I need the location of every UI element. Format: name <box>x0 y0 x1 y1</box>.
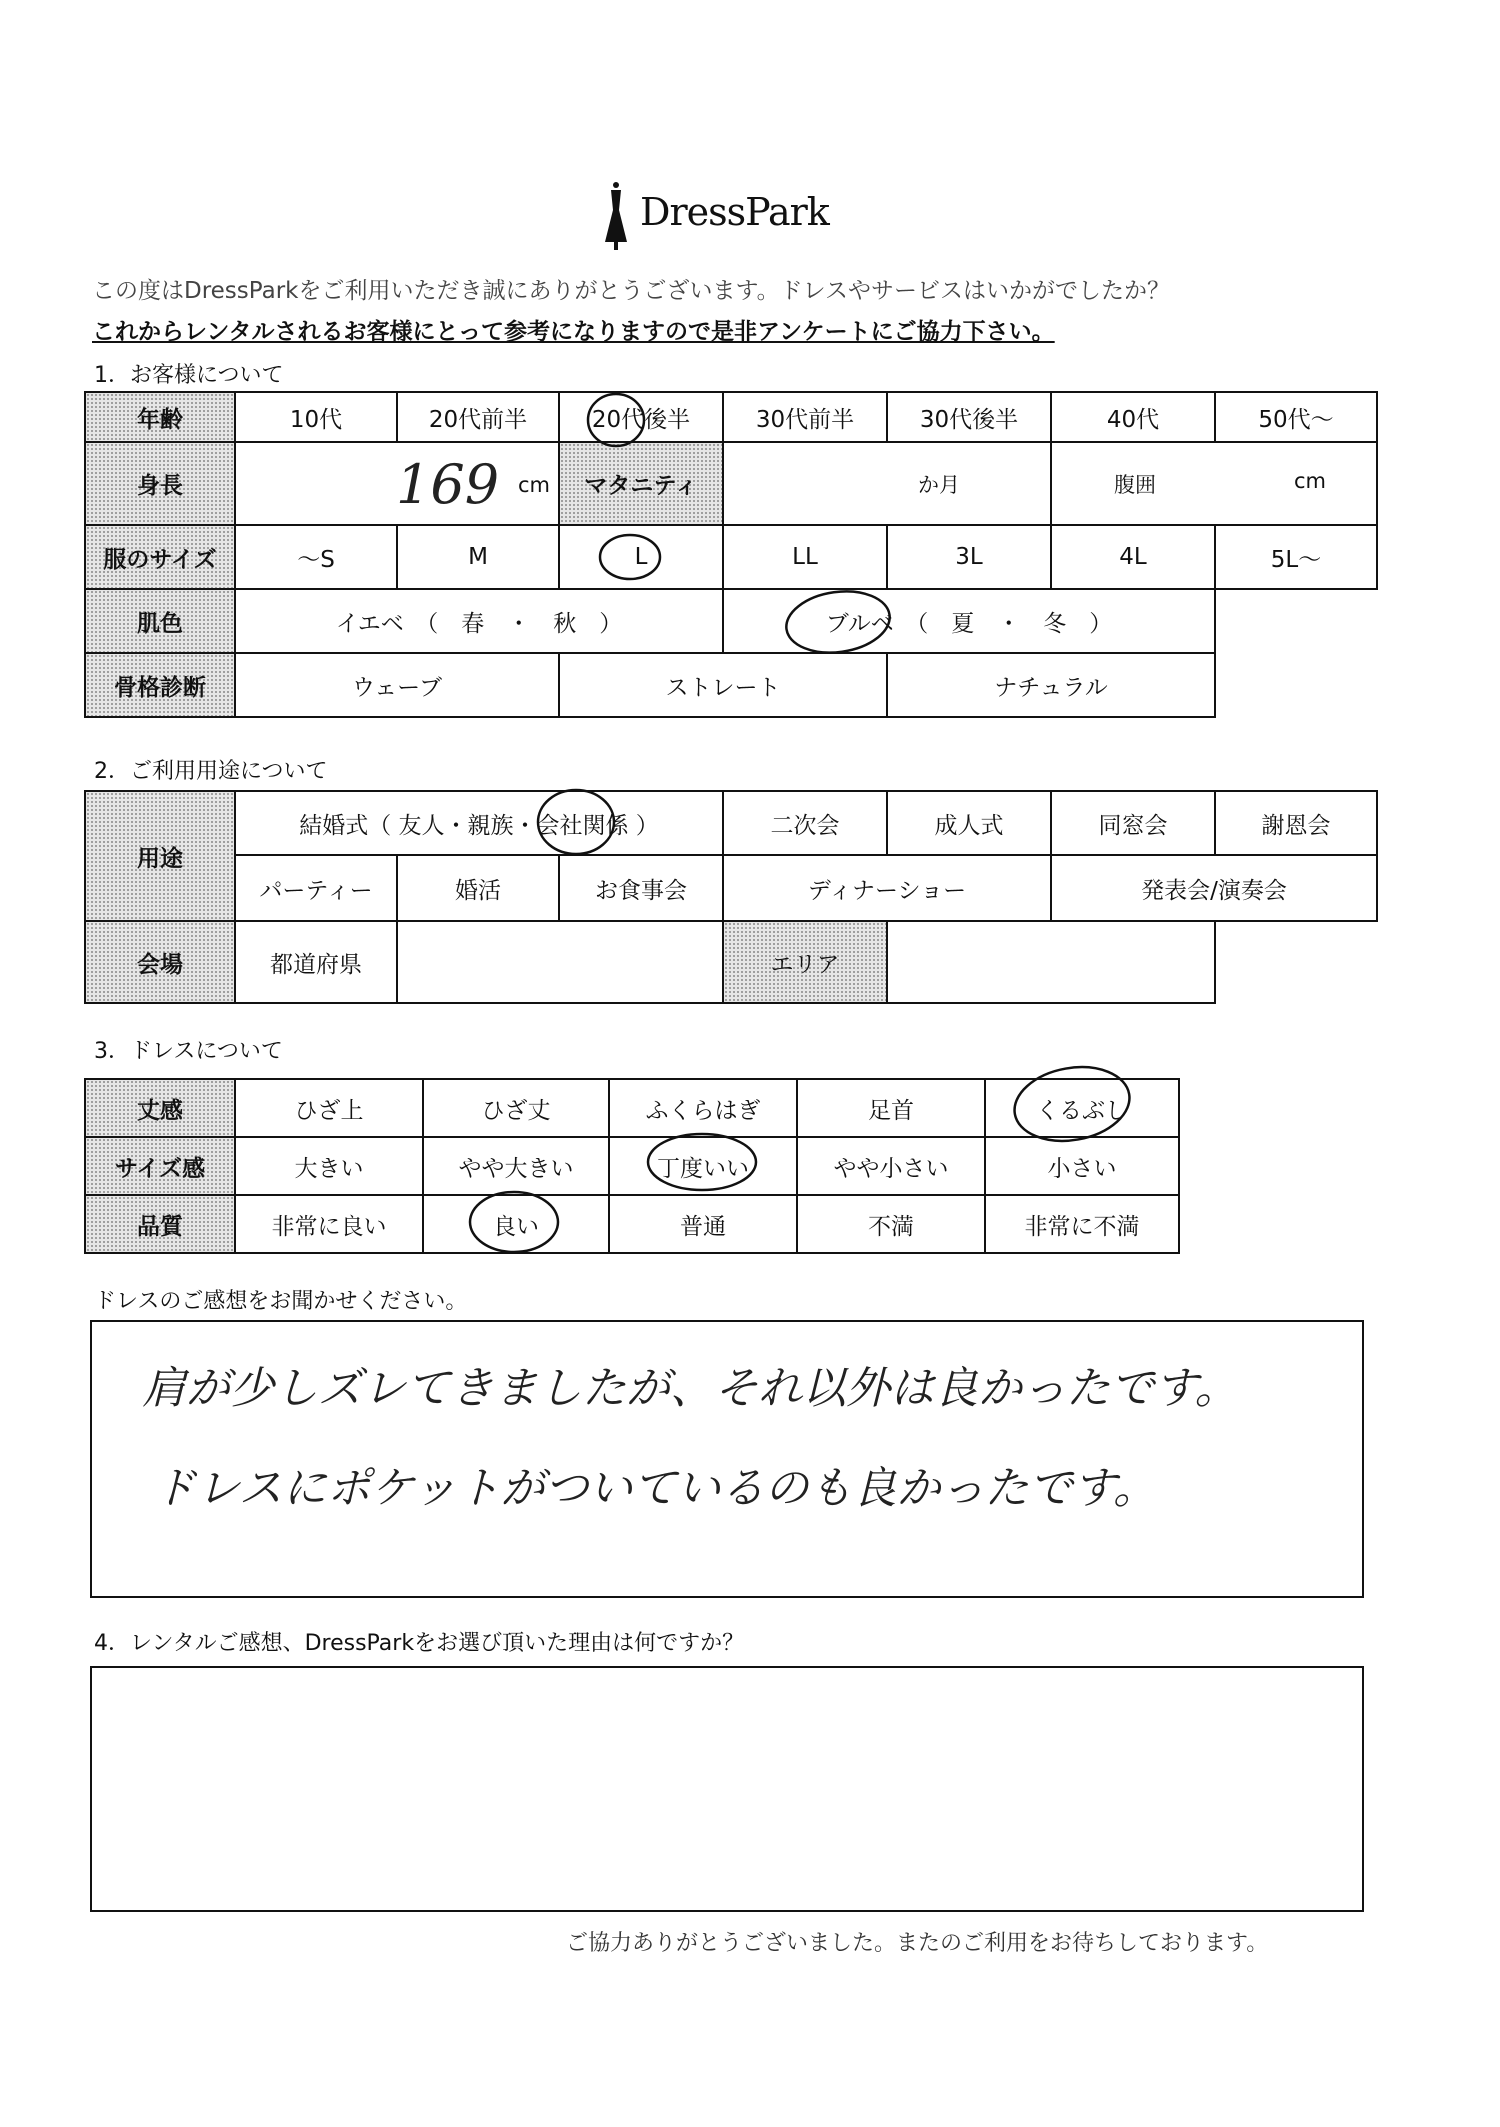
purpose-option[interactable]: パーティー <box>234 854 398 922</box>
age-label: 年齢 <box>84 391 236 443</box>
prefecture-label: 都道府県 <box>234 920 398 1004</box>
selection-circle-skin <box>782 585 893 659</box>
purpose-option[interactable]: 発表会/演奏会 <box>1050 854 1378 922</box>
comment-line-1: 肩が少しズレてきましたが、それ以外は良かったです。 <box>142 1363 1239 1414</box>
fit-label: サイズ感 <box>84 1136 236 1196</box>
length-option[interactable]: ひざ丈 <box>422 1078 610 1138</box>
fit-option[interactable]: 小さい <box>984 1136 1180 1196</box>
age-option[interactable]: 50代～ <box>1214 391 1378 443</box>
frame-option[interactable]: ストレート <box>558 652 888 718</box>
height-label: 身長 <box>84 441 236 526</box>
comment-line-2: ドレスにポケットがついているのも良かったです。 <box>152 1463 1157 1514</box>
selection-circle-fit <box>648 1134 756 1190</box>
section2-title: 2．ご利用用途について <box>94 759 328 784</box>
intro-line-1: この度はDressParkをご利用いただき誠にありがとうございます。ドレスやサービスはいかがでしたか？ <box>92 278 1170 304</box>
size-option-selected[interactable]: L <box>558 524 724 590</box>
age-option-selected[interactable]: 20代後半 <box>558 391 724 443</box>
intro-line-2: これからレンタルされるお客様にとって参考になりますので是非アンケートにご協力下さい。 <box>92 319 1055 345</box>
size-option[interactable]: LL <box>722 524 888 590</box>
purpose-option[interactable]: 婚活 <box>396 854 560 922</box>
purpose-option[interactable]: 成人式 <box>886 790 1052 856</box>
purpose-option[interactable]: 二次会 <box>722 790 888 856</box>
section1-title: 1．お客様について <box>94 363 284 388</box>
quality-option[interactable]: 普通 <box>608 1194 798 1254</box>
length-option[interactable]: ひざ上 <box>234 1078 424 1138</box>
selection-circle-purpose <box>538 790 614 854</box>
age-option[interactable]: 30代後半 <box>886 391 1052 443</box>
size-option[interactable]: 4L <box>1050 524 1216 590</box>
comment-prompt: ドレスのご感想をお聞かせください。 <box>94 1289 468 1314</box>
footer-thanks: ご協力ありがとうございました。またのご利用をお待ちしております。 <box>566 1931 1269 1956</box>
size-option[interactable]: 5L～ <box>1214 524 1378 590</box>
selection-circle-quality <box>470 1192 558 1252</box>
purpose-wedding-option[interactable]: 結婚式（ 友人・親族・会社関係 ） <box>234 790 724 856</box>
purpose-option[interactable]: 謝恩会 <box>1214 790 1378 856</box>
selection-circle-age <box>588 394 644 446</box>
age-option[interactable]: 30代前半 <box>722 391 888 443</box>
purpose-label: 用途 <box>84 790 236 922</box>
age-option[interactable]: 10代 <box>234 391 398 443</box>
size-option[interactable]: ～S <box>234 524 398 590</box>
selection-circle-length <box>1009 1058 1136 1149</box>
fit-option-selected[interactable]: 丁度いい <box>608 1136 798 1196</box>
size-option[interactable]: M <box>396 524 560 590</box>
frame-option[interactable]: ナチュラル <box>886 652 1216 718</box>
quality-option[interactable]: 非常に良い <box>234 1194 424 1254</box>
size-option[interactable]: 3L <box>886 524 1052 590</box>
age-option[interactable]: 20代前半 <box>396 391 560 443</box>
waist-unit: cm <box>1294 469 1327 493</box>
months-unit: か月 <box>918 473 960 497</box>
height-value: 169 <box>396 453 500 516</box>
frame-label: 骨格診断 <box>84 652 236 718</box>
purpose-option[interactable]: ディナーショー <box>722 854 1052 922</box>
purpose-option[interactable]: お食事会 <box>558 854 724 922</box>
fit-option[interactable]: 大きい <box>234 1136 424 1196</box>
length-option[interactable]: ふくらはぎ <box>608 1078 798 1138</box>
quality-option-selected[interactable]: 良い <box>422 1194 610 1254</box>
fit-option[interactable]: やや小さい <box>796 1136 986 1196</box>
size-label: 服のサイズ <box>84 524 236 590</box>
quality-option[interactable]: 不満 <box>796 1194 986 1254</box>
skin-blue-option-selected[interactable]: ブルベ （ 夏 ・ 冬 ） <box>722 588 1216 654</box>
section4-title: 4．レンタルご感想、DressParkをお選び頂いた理由は何ですか？ <box>94 1631 745 1656</box>
section3-title: 3．ドレスについて <box>94 1039 283 1064</box>
skin-yellow-option[interactable]: イエベ （ 春 ・ 秋 ） <box>234 588 724 654</box>
waist-label: 腹囲 <box>1114 473 1156 497</box>
fit-option[interactable]: やや大きい <box>422 1136 610 1196</box>
frame-option[interactable]: ウェーブ <box>234 652 560 718</box>
quality-label: 品質 <box>84 1194 236 1254</box>
logo-text: DressPark <box>640 190 829 234</box>
length-label: 丈感 <box>84 1078 236 1138</box>
height-unit: cm <box>517 473 550 497</box>
venue-label: 会場 <box>84 920 236 1004</box>
skin-label: 肌色 <box>84 588 236 654</box>
length-option-selected[interactable]: くるぶし <box>984 1078 1180 1138</box>
quality-option[interactable]: 非常に不満 <box>984 1194 1180 1254</box>
age-option[interactable]: 40代 <box>1050 391 1216 443</box>
selection-circle-size <box>600 535 660 579</box>
purpose-option[interactable]: 同窓会 <box>1050 790 1216 856</box>
maternity-label: マタニティ <box>558 441 724 526</box>
area-label: エリア <box>722 920 888 1004</box>
length-option[interactable]: 足首 <box>796 1078 986 1138</box>
